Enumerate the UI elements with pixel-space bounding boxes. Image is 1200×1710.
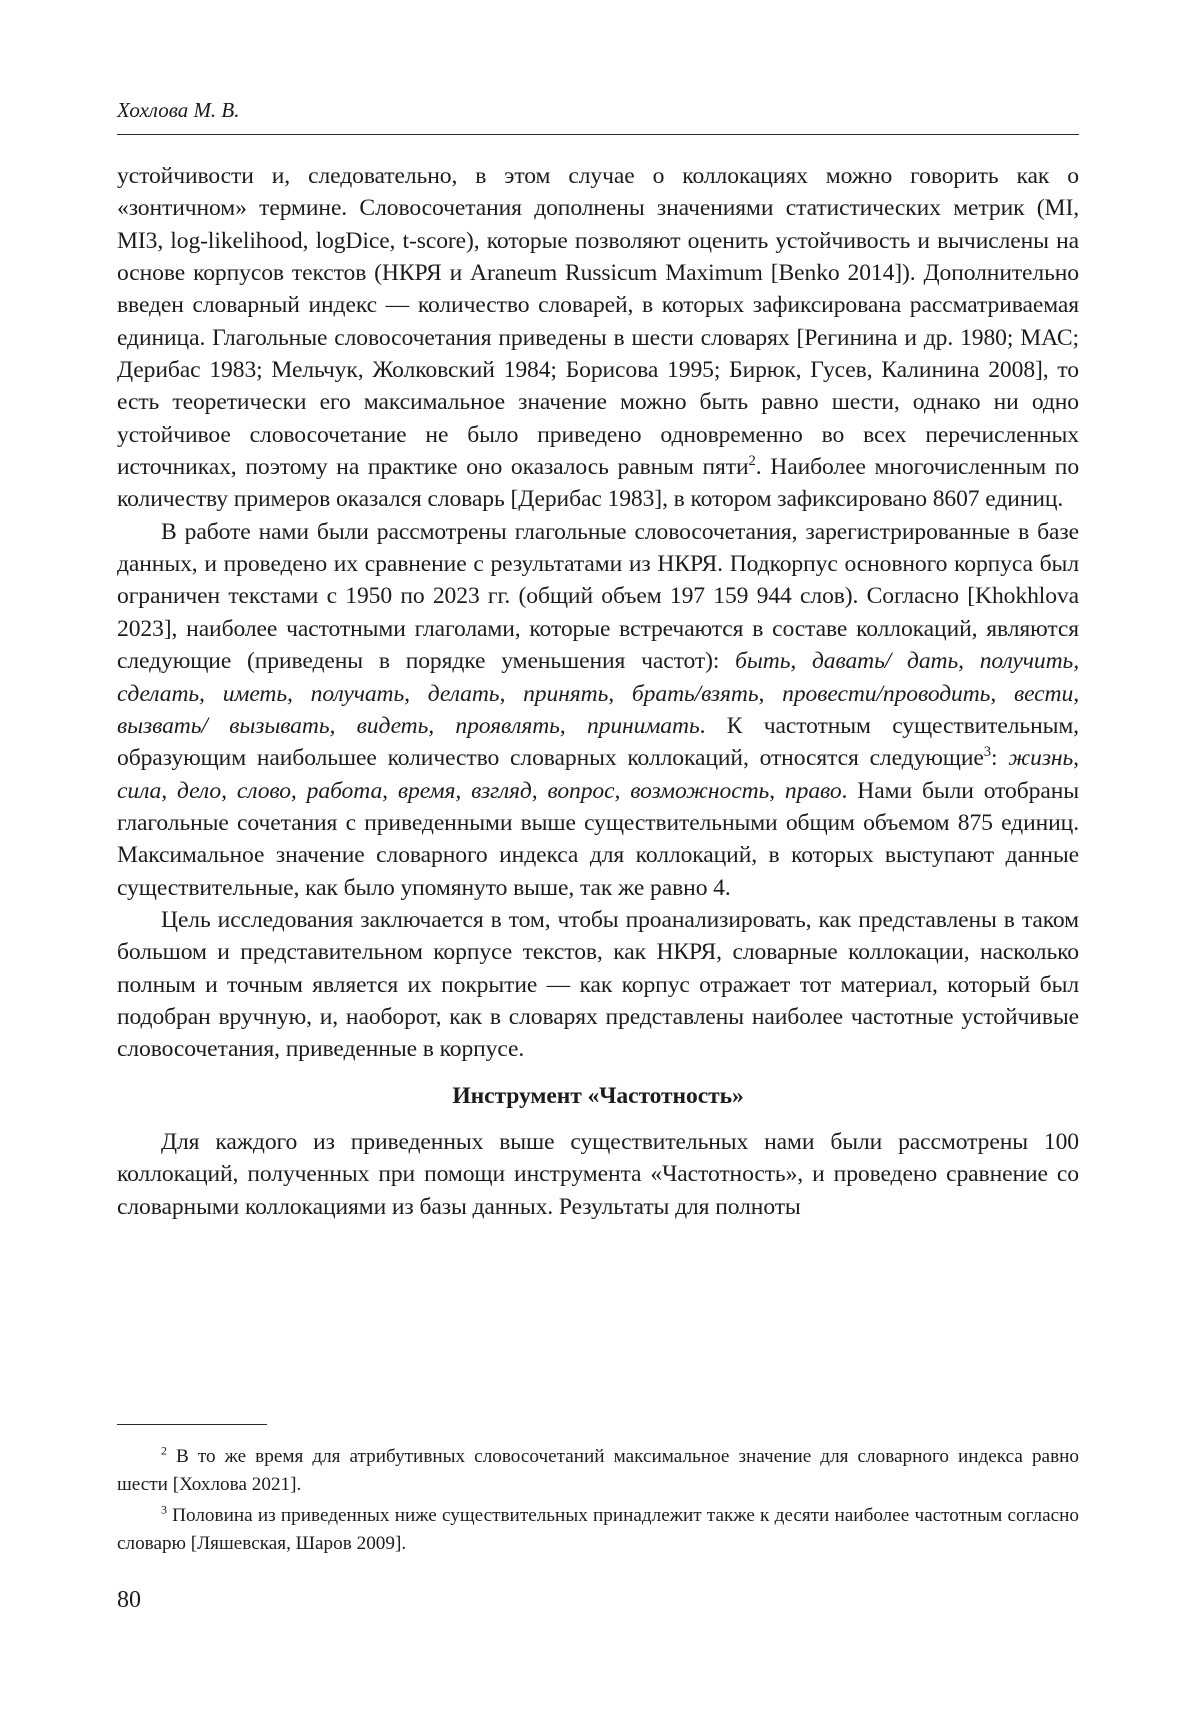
- footnote-ref-2[interactable]: 2: [748, 453, 756, 470]
- footnote-text: Половина из приведенных ниже существительных принадлежит также к десяти наиболее частотным согласно словарю [Ляшевская, Шаров 2009].: [117, 1505, 1079, 1554]
- footnote-number: 3: [161, 1502, 167, 1517]
- footnotes: [117, 1443, 1079, 1561]
- paragraph-1: устойчивости и, следовательно, в этом случае о коллокациях можно говорить как о «зонтичном» термине. Словосочетания дополнены значениями статистических метрик (MI, MI3, log-likelihood, logDice, t-score), которые позволяют оценить устойчивость и вычислены на основе корпусов текстов (НКРЯ и Araneum Russicum Maximum [Benko 2014]). Дополнительно введен словарный индекс — количество словарей, в которых зафиксирована рассматриваемая единица. Глагольные словосочетания приведены в шести словарях [Регинина и др. 1980; МАС; Дерибас 1983; Мельчук, Жолковский 1984; Борисова 1995; Бирюк, Гусев, Калинина 2008], то есть теоретически его максимальное значение можно быть равно шести, однако ни одно устойчивое словосочетание не было приведено одновременно во всех перечисленных источниках, поэтому на практике оно оказалось равным пяти$^2$. Наиболее многочисленным по количеству примеров оказался словарь [Дерибас 1983], в котором зафиксировано 8607 единиц.: [117, 163, 1080, 513]
- section-heading: Инструмент «Частотность»: [452, 1082, 744, 1109]
- header-rule: [117, 134, 1079, 135]
- verb-list: быть, давать/ дать, получить, сделать, иметь, получать, делать, принять, брать/взять, провести/проводить, вести, вызвать/ вызывать, видеть, проявлять, принимать: [117, 648, 1079, 739]
- footnote-text: В то же время для атрибутивных словосочетаний максимальное значение для словарного индекса равно шести [Хохлова 2021].: [117, 1446, 1079, 1495]
- paragraph-3: Цель исследования заключается в том, чтобы проанализировать, как представлены в таком большом и представительном корпусе текстов, как НКРЯ, словарные коллокации, насколько полным и точным является их покрытие — как корпус отражает тот материал, который был подобран вручную, и, наоборот, как в словарях представлены наиболее частотные устойчивые словосочетания, приведенные в корпусе.: [117, 906, 1079, 1063]
- footnote-2: [117, 1443, 1079, 1498]
- footnote-rule: [117, 1424, 267, 1425]
- page-number: 80: [117, 1587, 141, 1613]
- footnote-3: [117, 1502, 1079, 1557]
- main-text: [117, 160, 1079, 1223]
- paragraph-2: В работе нами были рассмотрены глагольные словосочетания, зарегистрированные в базе данных, и проведено их сравнение с результатами из НКРЯ. Подкорпус основного корпуса был ограничен текстами с 1950 по 2023 гг. (общий объем 197 159 944 слов). Согласно [Khokhlova 2023], наиболее частотными глаголами, которые встречаются в составе коллокаций, являются следующие (приведены в порядке уменьшения частот): быть, давать/ дать, получить, сделать, иметь, получать, делать, принять, брать/взять, провести/проводить, вести, вызвать/ вызывать, видеть, проявлять, принимать. К частотным существительным, образующим наибольшее количество словарных коллокаций, относятся следующие$^3$: жизнь, сила, дело, слово, работа, время, взгляд, вопрос, возможность, право. Нами были отобраны глагольные сочетания с приведенными выше существительными общим объемом 875 единиц. Максимальное значение словарного индекса для коллокаций, в которых выступают данные существительные, как было упомянуто выше, так же равно 4.: [117, 518, 1079, 901]
- running-header-author: Хохлова М. В.: [117, 98, 240, 122]
- paragraph-4: Для каждого из приведенных выше существительных нами были рассмотрены 100 коллокаций, полученных при помощи инструмента «Частотность», и проведено сравнение со словарными коллокациями из базы данных. Результаты для полноты: [117, 1128, 1079, 1220]
- footnote-number: 2: [161, 1443, 167, 1458]
- noun-list: жизнь, сила, дело, слово, работа, время, взгляд, вопрос, возможность, право: [117, 745, 1079, 804]
- footnote-ref-3[interactable]: 3: [983, 744, 991, 761]
